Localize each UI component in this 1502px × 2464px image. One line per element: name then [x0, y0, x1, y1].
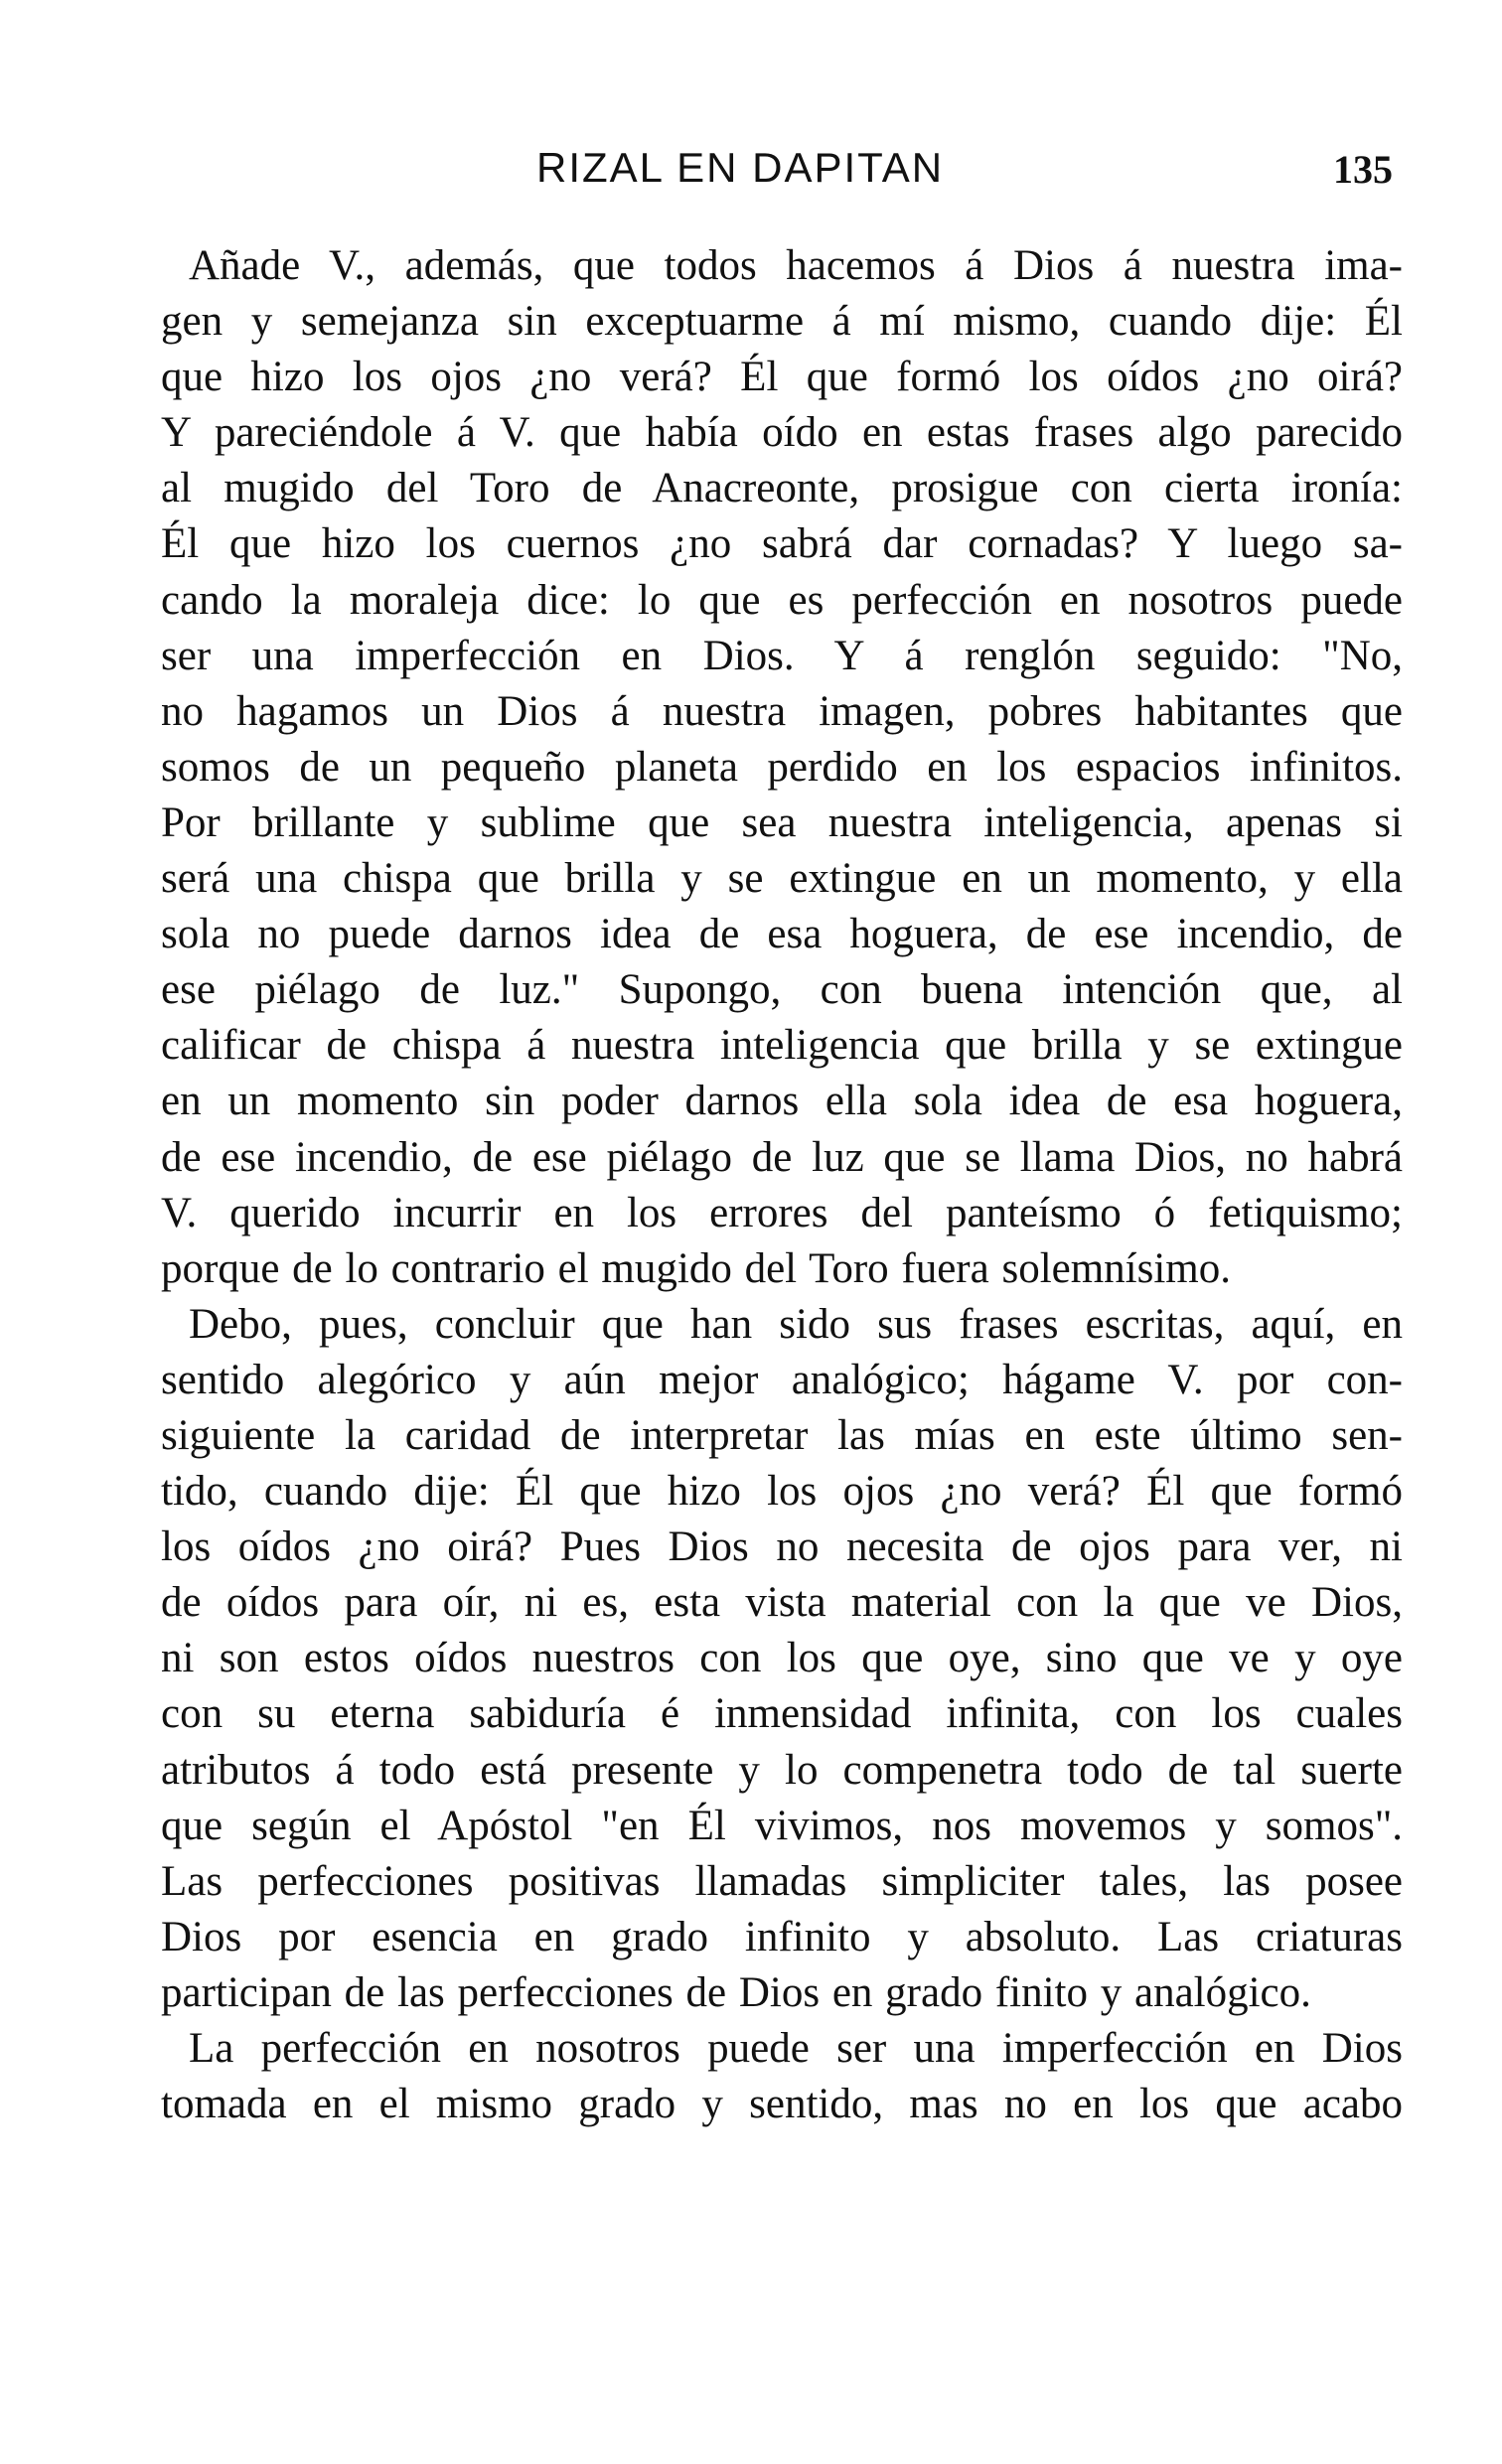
text-line: calificar de chispa á nuestra inteligencia que brilla y se extingue [161, 1022, 1403, 1070]
text-line: participan de las perfecciones de Dios en grado finito y analógico. [161, 1968, 1311, 2016]
text-line: con su eterna sabiduría é inmensidad infinita, con los cuales [161, 1690, 1403, 1738]
text-line: Por brillante y sublime que sea nuestra inteligencia, apenas si [161, 798, 1403, 846]
text-line: Él que hizo los cuernos ¿no sabrá dar cornadas? Y luego sa- [161, 520, 1403, 568]
text-line: en un momento sin poder darnos ella sola idea de esa hoguera, [161, 1078, 1403, 1125]
page-number: 135 [1333, 147, 1393, 192]
text-line: cando la moraleja dice: lo que es perfección en nosotros puede [161, 576, 1403, 624]
text-line: sentido alegórico y aún mejor analógico; hágame V. por con- [161, 1356, 1403, 1403]
text-line: que hizo los ojos ¿no verá? Él que formó los oídos ¿no oirá? [161, 354, 1403, 401]
text-line: porque de lo contrario el mugido del Toro fuera solemnísimo. [161, 1244, 1232, 1292]
text-line: será una chispa que brilla y se extingue en un momento, y ella [161, 855, 1403, 903]
running-head [164, 144, 1393, 204]
text-line: Y pareciéndole á V. que había oído en estas frases algo parecido [161, 409, 1403, 457]
text-line: Debo, pues, concluir que han sido sus frases escritas, aquí, en [189, 1300, 1403, 1348]
text-line: tido, cuando dije: Él que hizo los ojos ¿no verá? Él que formó [161, 1468, 1403, 1516]
text-line: tomada en el mismo grado y sentido, mas no en los que acabo [161, 2081, 1403, 2128]
running-title: RIZAL EN DAPITAN [536, 144, 945, 191]
text-line: ese piélago de luz." Supongo, con buena intención que, al [161, 966, 1403, 1014]
text-line: de ese incendio, de ese piélago de luz que se llama Dios, no habrá [161, 1133, 1403, 1181]
text-line: somos de un pequeño planeta perdido en los espacios infinitos. [161, 743, 1403, 791]
text-line: al mugido del Toro de Anacreonte, prosigue con cierta ironía: [161, 465, 1403, 512]
text-line: ser una imperfección en Dios. Y á renglón seguido: "No, [161, 632, 1403, 679]
text-line: de oídos para oír, ni es, esta vista material con la que ve Dios, [161, 1579, 1403, 1627]
text-line: atributos á todo está presente y lo compenetra todo de tal suerte [161, 1746, 1403, 1794]
text-line: La perfección en nosotros puede ser una imperfección en Dios [189, 2025, 1403, 2072]
text-line: gen y semejanza sin exceptuarme á mí mismo, cuando dije: Él [161, 298, 1403, 346]
text-line: los oídos ¿no oirá? Pues Dios no necesita de ojos para ver, ni [161, 1523, 1403, 1571]
text-line: sola no puede darnos idea de esa hoguera, de ese incendio, de [161, 911, 1403, 958]
text-line: no hagamos un Dios á nuestra imagen, pobres habitantes que [161, 687, 1403, 735]
text-line: que según el Apóstol "en Él vivimos, nos movemos y somos". [161, 1802, 1403, 1849]
text-line: ni son estos oídos nuestros con los que oye, sino que ve y oye [161, 1635, 1403, 1682]
text-line: Dios por esencia en grado infinito y absoluto. Las criaturas [161, 1913, 1403, 1960]
text-line: V. querido incurrir en los errores del panteísmo ó fetiquismo; [161, 1189, 1403, 1236]
text-line: Añade V., además, que todos hacemos á Dios á nuestra ima- [189, 242, 1403, 289]
text-line: siguiente la caridad de interpretar las mías en este último sen- [161, 1411, 1403, 1459]
text-line: Las perfecciones positivas llamadas simpliciter tales, las posee [161, 1857, 1403, 1905]
body-text [161, 238, 1403, 2132]
